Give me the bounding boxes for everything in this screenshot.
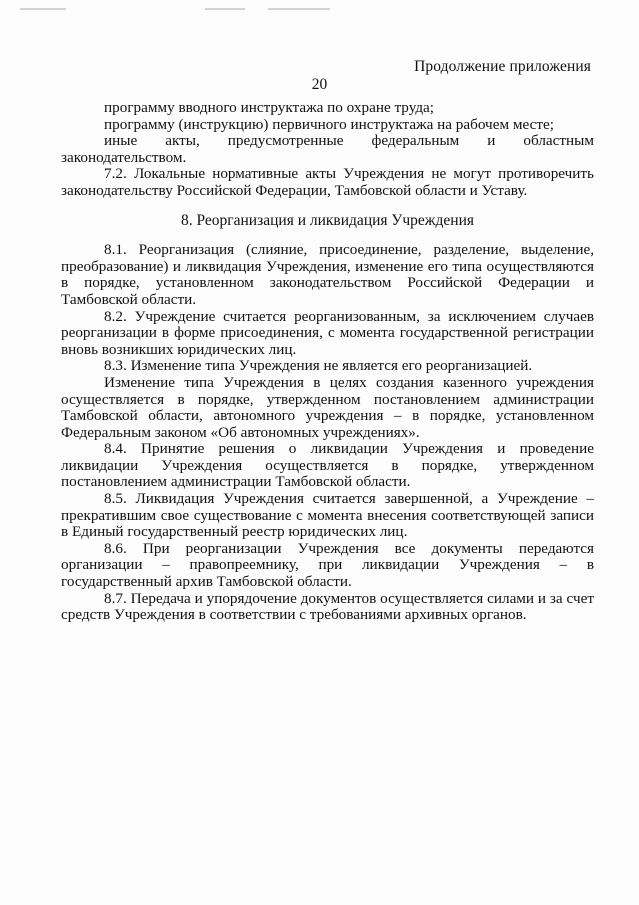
section-heading: 8. Реорганизация и ликвидация Учреждения [180, 211, 475, 229]
document-body [61, 100, 594, 624]
scan-artifact [268, 8, 330, 10]
paragraph: 8.5. Ликвидация Учреждения считается завершенной, а Учреждение – прекратившим свое существование с момента внесения соответствующей записи в Единый государственный реестр юридических лиц. [61, 490, 594, 541]
paragraph: 8.6. При реорганизации Учреждения все документы передаются организации – правопреемнику, при ликвидации Учреждения – в государственный архив Тамбовской области. [61, 539, 594, 591]
paragraph: 8.1. Реорганизация (слияние, присоединение, разделение, выделение, преобразование) и ликвидация Учреждения, изменение его типа осуществляются в порядке, установленном законодательством Российской Федерации и Тамбовской области. [61, 241, 594, 308]
paragraph: Изменение типа Учреждения в целях создания казенного учреждения осуществляется в порядке, утвержденном постановлением администрации Тамбовской области, автономного учреждения – в порядке, установленном Федеральным законом «Об автономных учреждениях». [61, 373, 594, 441]
paragraph: 8.7. Передача и упорядочение документов осуществляется силами и за счет средств Учреждения в соответствии с требованиями архивных органов. [61, 589, 594, 624]
paragraph: иные акты, предусмотренные федеральным и областным законодательством. [61, 132, 594, 166]
paragraph: 8.4. Принятие решения о ликвидации Учреждения и проведение ликвидации Учреждения осуществляется в порядке, утвержденном постановлением администрации Тамбовской области. [61, 440, 594, 491]
page-number: 20 [311, 76, 328, 93]
paragraph: 8.3. Изменение типа Учреждения не является его реорганизацией. [104, 357, 533, 375]
paragraph: 7.2. Локальные нормативные акты Учреждения не могут противоречить законодательству Российской Федерации, Тамбовской области и Уставу. [61, 165, 594, 199]
paragraph: программу вводного инструктажа по охране труда; [104, 99, 435, 116]
scan-artifact [205, 8, 245, 10]
paragraph: программу (инструкцию) первичного инструктажа на рабочем месте; [104, 115, 554, 133]
paragraph: 8.2. Учреждение считается реорганизованным, за исключением случаев реорганизации в форме присоединения, с момента государственной регистрации вновь возникших юридических лиц. [61, 307, 594, 358]
scan-artifact [20, 8, 66, 10]
continuation-note: Продолжение приложения [414, 58, 591, 75]
